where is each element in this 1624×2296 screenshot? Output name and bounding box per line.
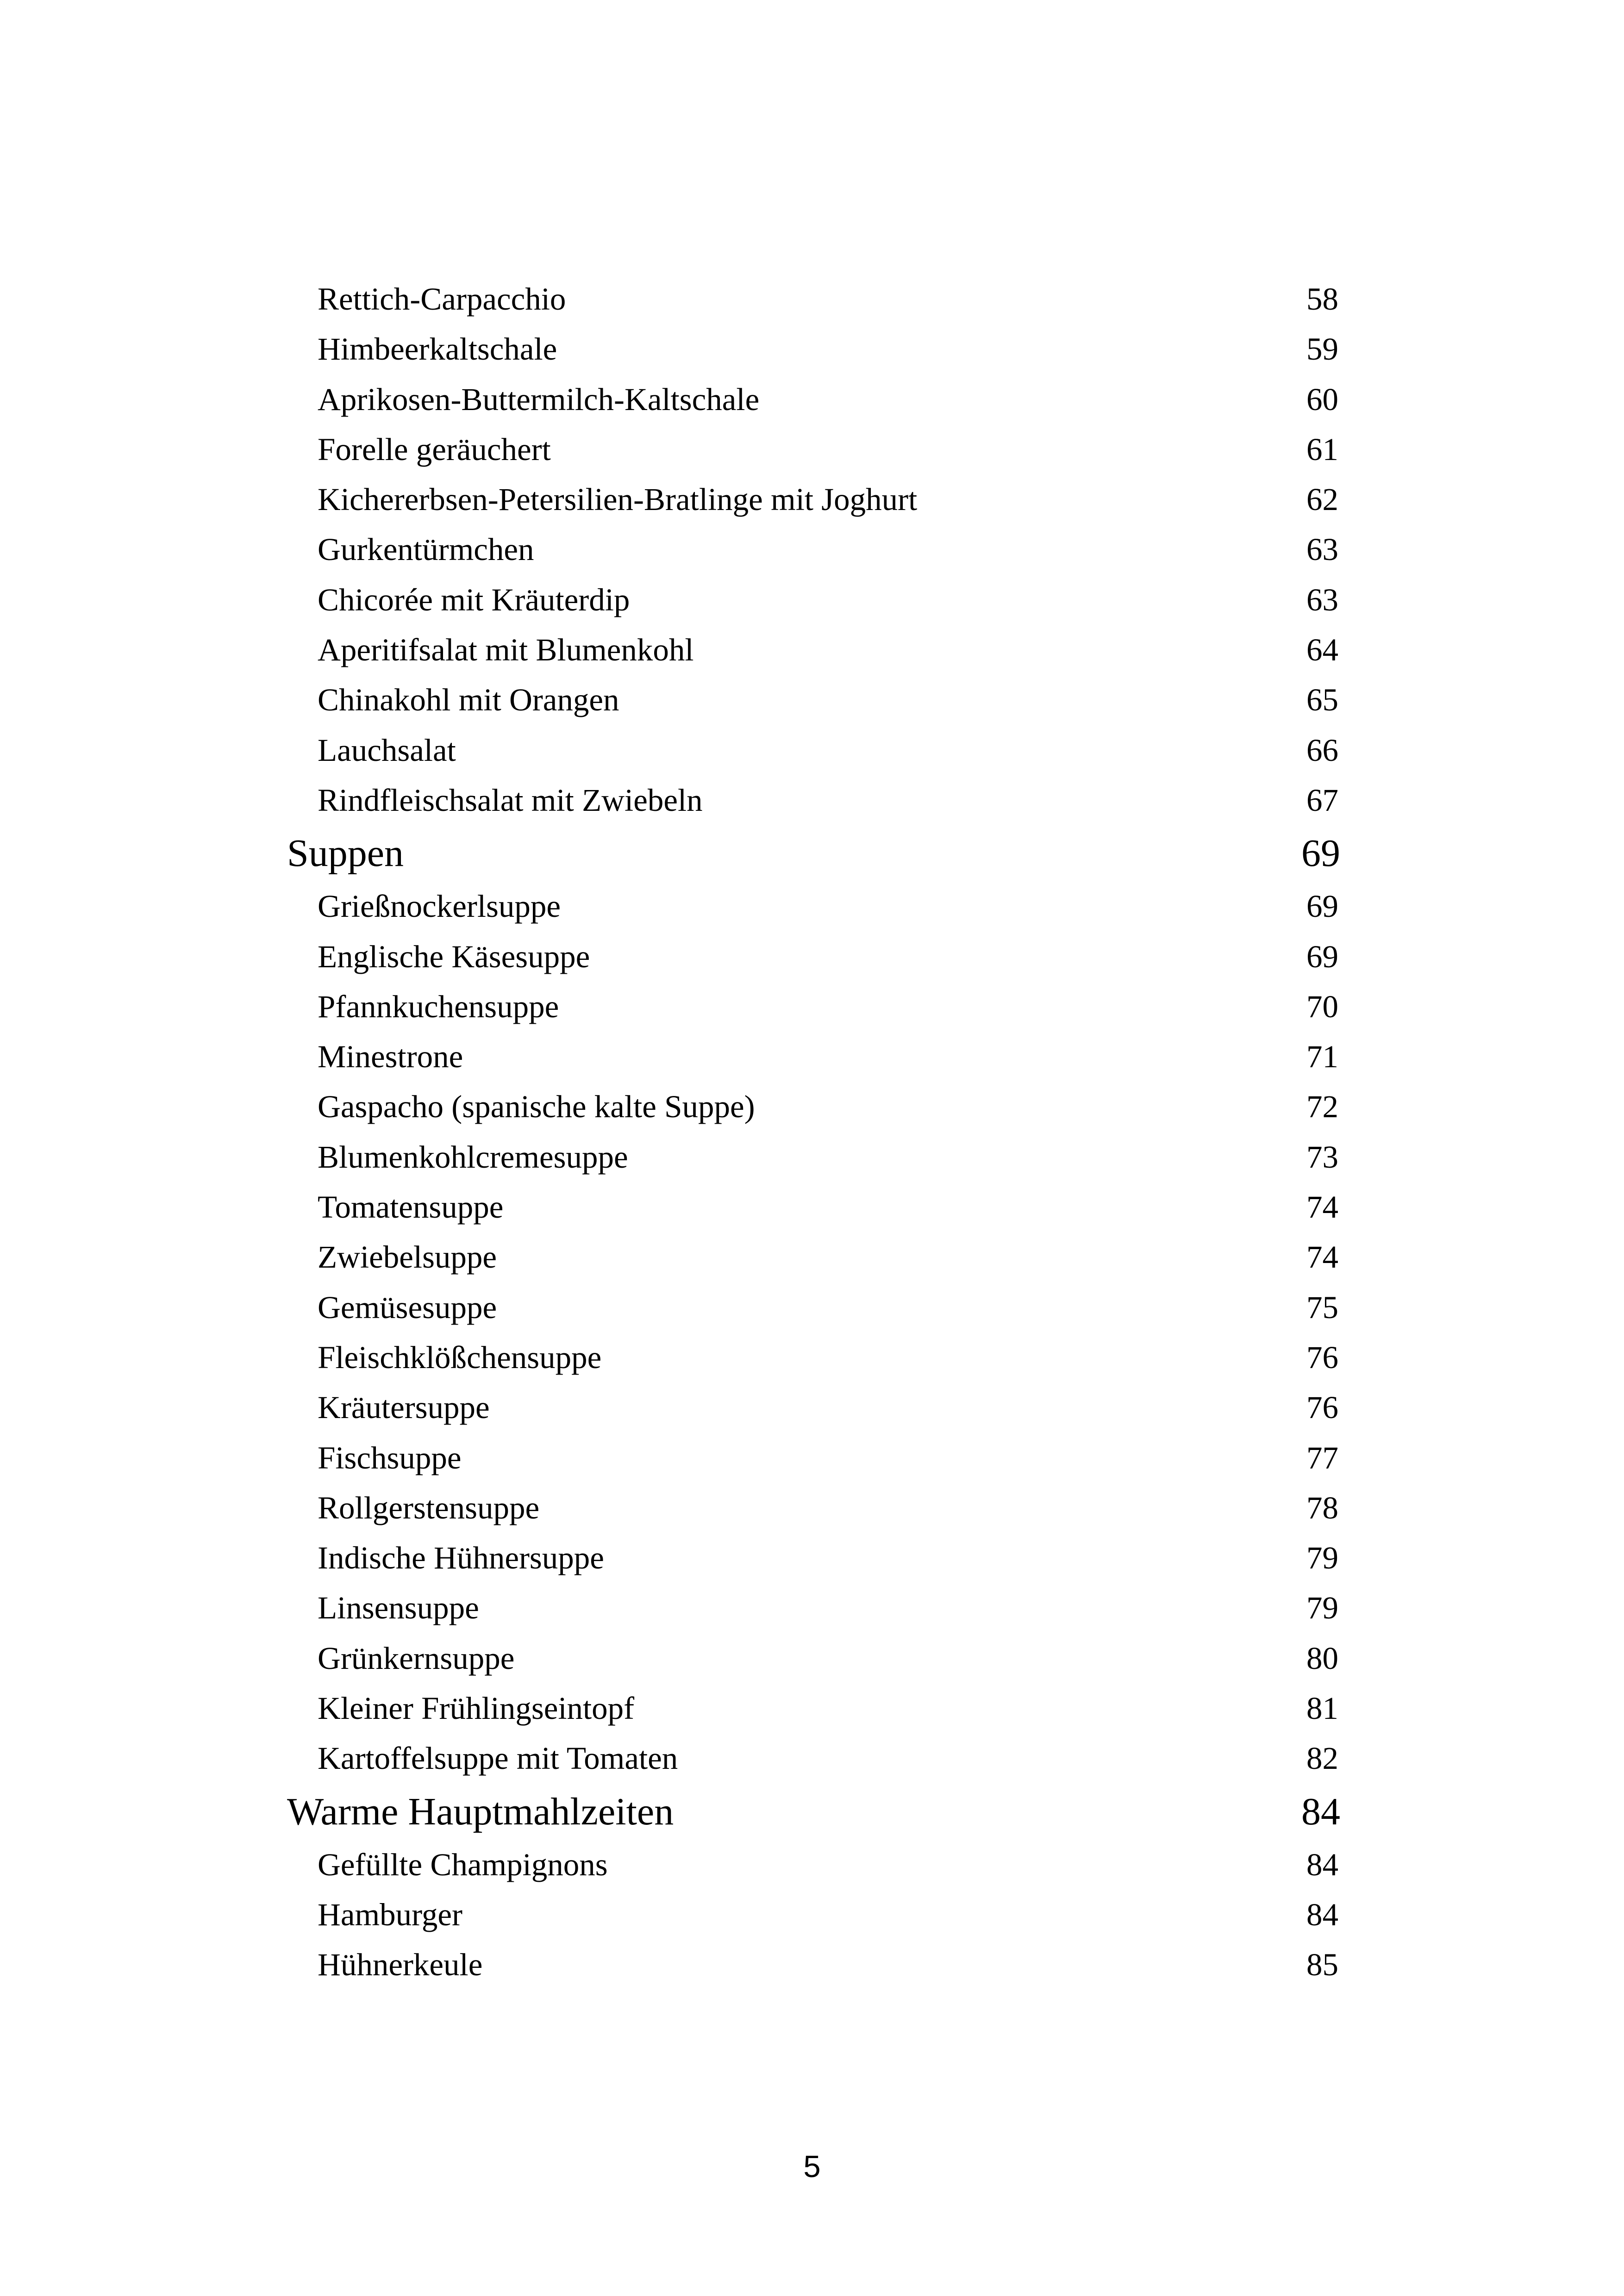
toc-entry[interactable]: [287, 1483, 1340, 1533]
toc-entry-title: Pfannkuchensuppe: [318, 989, 559, 1024]
toc-entry[interactable]: [287, 625, 1340, 675]
page-number: 5: [803, 2149, 821, 2184]
toc-entry[interactable]: [287, 982, 1340, 1032]
toc-entry-title: Hamburger: [318, 1897, 462, 1932]
toc-entry-title: Kleiner Frühlingseintopf: [318, 1691, 635, 1726]
toc-entry-page: 62: [1306, 482, 1338, 517]
toc-entry-page: 63: [1306, 582, 1338, 617]
toc-entry-title: Gaspacho (spanische kalte Suppe): [318, 1089, 755, 1125]
toc-entry-title: Rettich-Carpacchio: [318, 281, 566, 317]
toc-entry-title: Chinakohl mit Orangen: [318, 682, 619, 718]
toc-entry[interactable]: [287, 1683, 1340, 1733]
toc-entry-title: Gurkentürmchen: [318, 532, 534, 567]
toc-entry-page: 76: [1306, 1339, 1338, 1375]
toc-entry-title: Englische Käsesuppe: [318, 939, 590, 974]
toc-entry-page: 60: [1306, 381, 1338, 417]
toc-entry-page: 79: [1306, 1540, 1338, 1576]
toc-entry-title: Gemüsesuppe: [318, 1289, 497, 1325]
toc-entry-page: 58: [1306, 281, 1338, 317]
toc-entry-title: Suppen: [287, 832, 404, 875]
toc-entry[interactable]: [287, 1433, 1340, 1483]
toc-entry[interactable]: [287, 1182, 1340, 1232]
toc-entry-page: 73: [1306, 1139, 1338, 1175]
toc-entry-page: 69: [1306, 889, 1338, 924]
toc-entry[interactable]: [287, 1890, 1340, 1940]
toc-entry-title: Kartoffelsuppe mit Tomaten: [318, 1741, 678, 1776]
toc-section-heading[interactable]: [287, 825, 1340, 881]
toc-entry[interactable]: [287, 1940, 1340, 1990]
toc-entry-page: 72: [1306, 1089, 1338, 1125]
toc-entry[interactable]: [287, 1533, 1340, 1583]
toc-entry[interactable]: [287, 1232, 1340, 1282]
toc-entry[interactable]: [287, 675, 1340, 725]
toc-entry-page: 76: [1306, 1390, 1338, 1425]
toc-entry-title: Kräutersuppe: [318, 1390, 490, 1425]
toc-entry-title: Aprikosen-Buttermilch-Kaltschale: [318, 381, 760, 417]
toc-entry[interactable]: [287, 274, 1340, 324]
toc-entry-page: 66: [1306, 732, 1338, 768]
toc-entry-page: 71: [1306, 1039, 1338, 1075]
toc-entry-page: 77: [1306, 1440, 1338, 1475]
toc-entry-page: 81: [1306, 1691, 1338, 1726]
table-of-contents: [287, 274, 1340, 1990]
toc-entry-title: Zwiebelsuppe: [318, 1239, 497, 1275]
toc-entry-page: 70: [1306, 989, 1338, 1024]
toc-entry-page: 84: [1301, 1790, 1340, 1833]
toc-entry-title: Warme Hauptmahlzeiten: [287, 1790, 674, 1833]
toc-entry-title: Forelle geräuchert: [318, 431, 551, 467]
toc-entry[interactable]: [287, 1583, 1340, 1633]
toc-entry[interactable]: [287, 324, 1340, 374]
toc-section-heading[interactable]: [287, 1784, 1340, 1840]
toc-entry-title: Lauchsalat: [318, 732, 456, 768]
toc-entry-page: 85: [1306, 1947, 1338, 1983]
toc-entry-page: 84: [1306, 1897, 1338, 1932]
toc-entry-title: Minestrone: [318, 1039, 463, 1075]
toc-entry-page: 69: [1301, 832, 1340, 875]
toc-entry-title: Indische Hühnersuppe: [318, 1540, 604, 1576]
toc-entry[interactable]: [287, 1633, 1340, 1683]
toc-entry-title: Chicorée mit Kräuterdip: [318, 582, 630, 617]
toc-entry-title: Gefüllte Champignons: [318, 1847, 608, 1882]
toc-entry[interactable]: [287, 932, 1340, 982]
toc-entry-title: Rollgerstensuppe: [318, 1490, 540, 1525]
toc-entry[interactable]: [287, 1082, 1340, 1132]
toc-entry-page: 74: [1306, 1239, 1338, 1275]
toc-entry-page: 82: [1306, 1741, 1338, 1776]
toc-entry-page: 80: [1306, 1640, 1338, 1676]
toc-entry-title: Hühnerkeule: [318, 1947, 483, 1983]
toc-entry-page: 63: [1306, 532, 1338, 567]
toc-entry[interactable]: [287, 1132, 1340, 1182]
toc-entry-title: Grünkernsuppe: [318, 1640, 515, 1676]
toc-entry-page: 84: [1306, 1847, 1338, 1882]
toc-entry-title: Fischsuppe: [318, 1440, 462, 1475]
toc-entry[interactable]: [287, 1840, 1340, 1890]
toc-entry-title: Kichererbsen-Petersilien-Bratlinge mit Joghurt: [318, 482, 918, 517]
toc-entry[interactable]: [287, 881, 1340, 931]
toc-entry[interactable]: [287, 725, 1340, 775]
toc-entry-page: 61: [1306, 431, 1338, 467]
toc-entry[interactable]: [287, 424, 1340, 474]
toc-entry[interactable]: [287, 575, 1340, 625]
toc-entry-title: Blumenkohlcremesuppe: [318, 1139, 628, 1175]
toc-entry[interactable]: [287, 775, 1340, 825]
toc-entry-page: 64: [1306, 632, 1338, 668]
toc-entry-page: 78: [1306, 1490, 1338, 1525]
toc-entry[interactable]: [287, 1282, 1340, 1332]
toc-entry-page: 75: [1306, 1289, 1338, 1325]
toc-entry-title: Linsensuppe: [318, 1590, 479, 1626]
toc-entry[interactable]: [287, 1382, 1340, 1432]
toc-entry-page: 74: [1306, 1189, 1338, 1225]
toc-entry-page: 65: [1306, 682, 1338, 718]
toc-entry-page: 59: [1306, 331, 1338, 367]
toc-entry-title: Himbeerkaltschale: [318, 331, 557, 367]
toc-entry-page: 79: [1306, 1590, 1338, 1626]
toc-entry[interactable]: [287, 374, 1340, 424]
toc-entry-title: Fleischklößchensuppe: [318, 1339, 602, 1375]
toc-entry-title: Aperitifsalat mit Blumenkohl: [318, 632, 694, 668]
toc-entry[interactable]: [287, 524, 1340, 574]
toc-entry-title: Rindfleischsalat mit Zwiebeln: [318, 782, 703, 818]
toc-entry[interactable]: [287, 1733, 1340, 1783]
toc-entry[interactable]: [287, 474, 1340, 524]
toc-entry-page: 69: [1306, 939, 1338, 974]
toc-entry[interactable]: [287, 1032, 1340, 1082]
toc-entry-title: Tomatensuppe: [318, 1189, 504, 1225]
toc-entry[interactable]: [287, 1332, 1340, 1382]
toc-entry-page: 67: [1306, 782, 1338, 818]
toc-entry-title: Grießnockerlsuppe: [318, 889, 561, 924]
